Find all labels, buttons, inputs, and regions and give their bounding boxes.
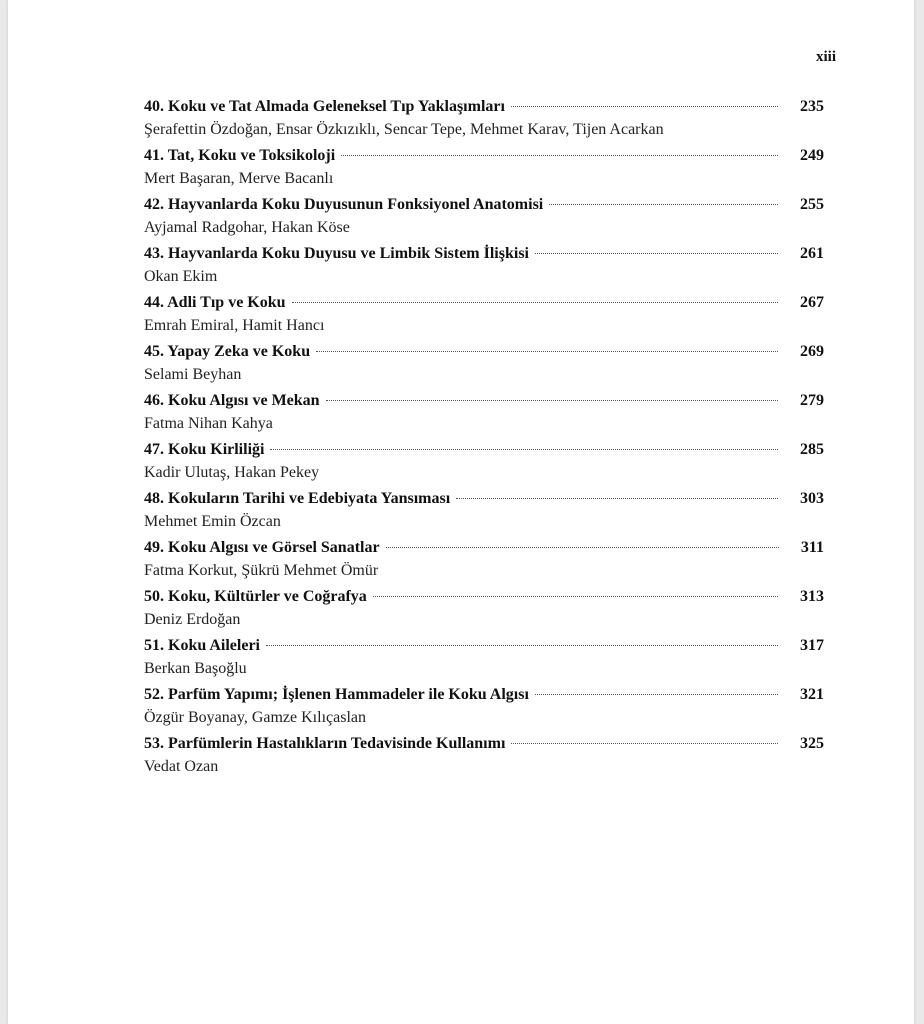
chapter-page: 269: [800, 343, 824, 360]
chapter-title: 45. Yapay Zeka ve Koku: [144, 343, 311, 360]
toc-entry: [144, 389, 824, 438]
chapter-authors: Özgür Boyanay, Gamze Kılıçaslan: [144, 709, 366, 726]
document-page: [8, 0, 914, 1024]
toc-entry: [144, 634, 824, 683]
toc-entry: [144, 340, 824, 389]
chapter-title: 42. Hayvanlarda Koku Duyusunun Fonksiyonel Anatomisi: [144, 196, 544, 213]
toc-entry: [144, 732, 824, 781]
chapter-authors: Berkan Başoğlu: [144, 660, 247, 677]
chapter-authors: Fatma Nihan Kahya: [144, 415, 273, 432]
chapter-page: 261: [800, 245, 824, 262]
dot-leader: [316, 351, 778, 352]
dot-leader: [511, 743, 778, 744]
dot-leader: [535, 253, 778, 254]
chapter-title: 40. Koku ve Tat Almada Geleneksel Tıp Yaklaşımları: [144, 98, 505, 115]
table-of-contents: [144, 95, 824, 781]
dot-leader: [549, 204, 778, 205]
dot-leader: [341, 155, 778, 156]
toc-entry: [144, 536, 824, 585]
chapter-title: 49. Koku Algısı ve Görsel Sanatlar: [144, 539, 380, 556]
chapter-authors: Okan Ekim: [144, 268, 218, 285]
chapter-page: 279: [800, 392, 824, 409]
chapter-page: 255: [800, 196, 824, 213]
chapter-authors: Ayjamal Radgohar, Hakan Köse: [144, 219, 350, 236]
chapter-title: 52. Parfüm Yapımı; İşlenen Hammadeler ile Koku Algısı: [144, 686, 529, 703]
toc-entry: [144, 193, 824, 242]
dot-leader: [535, 694, 778, 695]
chapter-authors: Kadir Ulutaş, Hakan Pekey: [144, 464, 320, 481]
chapter-page: 235: [800, 98, 824, 115]
chapter-title: 47. Koku Kirliliği: [144, 441, 265, 458]
chapter-title: 44. Adli Tıp ve Koku: [144, 294, 286, 311]
dot-leader: [292, 302, 778, 303]
toc-entry: [144, 291, 824, 340]
page-number: xiii: [815, 49, 836, 65]
toc-entry: [144, 144, 824, 193]
chapter-page: 311: [800, 539, 824, 556]
dot-leader: [270, 449, 778, 450]
chapter-authors: Selami Beyhan: [144, 366, 242, 383]
toc-entry: [144, 242, 824, 291]
chapter-page: 325: [800, 735, 824, 752]
chapter-title: 48. Kokuların Tarihi ve Edebiyata Yansıması: [144, 490, 451, 507]
chapter-title: 50. Koku, Kültürler ve Coğrafya: [144, 588, 367, 605]
chapter-authors: Şerafettin Özdoğan, Ensar Özkızıklı, Sencar Tepe, Mehmet Karav, Tijen Acarkan: [144, 121, 664, 138]
chapter-page: 321: [800, 686, 824, 703]
chapter-authors: Vedat Ozan: [144, 758, 219, 775]
chapter-title: 51. Koku Aileleri: [144, 637, 260, 654]
chapter-page: 267: [800, 294, 824, 311]
chapter-page: 317: [800, 637, 824, 654]
chapter-title: 43. Hayvanlarda Koku Duyusu ve Limbik Sistem İlişkisi: [144, 245, 529, 262]
chapter-authors: Mert Başaran, Merve Bacanlı: [144, 170, 334, 187]
chapter-title: 46. Koku Algısı ve Mekan: [144, 392, 320, 409]
chapter-authors: Emrah Emiral, Hamit Hancı: [144, 317, 325, 334]
chapter-page: 303: [800, 490, 824, 507]
toc-entry: [144, 683, 824, 732]
toc-entry: [144, 487, 824, 536]
chapter-authors: Mehmet Emin Özcan: [144, 513, 281, 530]
chapter-page: 313: [800, 588, 824, 605]
toc-entry: [144, 438, 824, 487]
toc-entry: [144, 95, 824, 144]
dot-leader: [326, 400, 778, 401]
chapter-authors: Fatma Korkut, Şükrü Mehmet Ömür: [144, 562, 379, 579]
chapter-page: 285: [800, 441, 824, 458]
chapter-title: 53. Parfümlerin Hastalıkların Tedavisinde Kullanımı: [144, 735, 506, 752]
chapter-authors: Deniz Erdoğan: [144, 611, 241, 628]
chapter-page: 249: [800, 147, 824, 164]
dot-leader: [386, 547, 779, 548]
chapter-title: 41. Tat, Koku ve Toksikoloji: [144, 147, 336, 164]
dot-leader: [511, 106, 778, 107]
dot-leader: [266, 645, 778, 646]
toc-entry: [144, 585, 824, 634]
dot-leader: [373, 596, 778, 597]
dot-leader: [456, 498, 778, 499]
